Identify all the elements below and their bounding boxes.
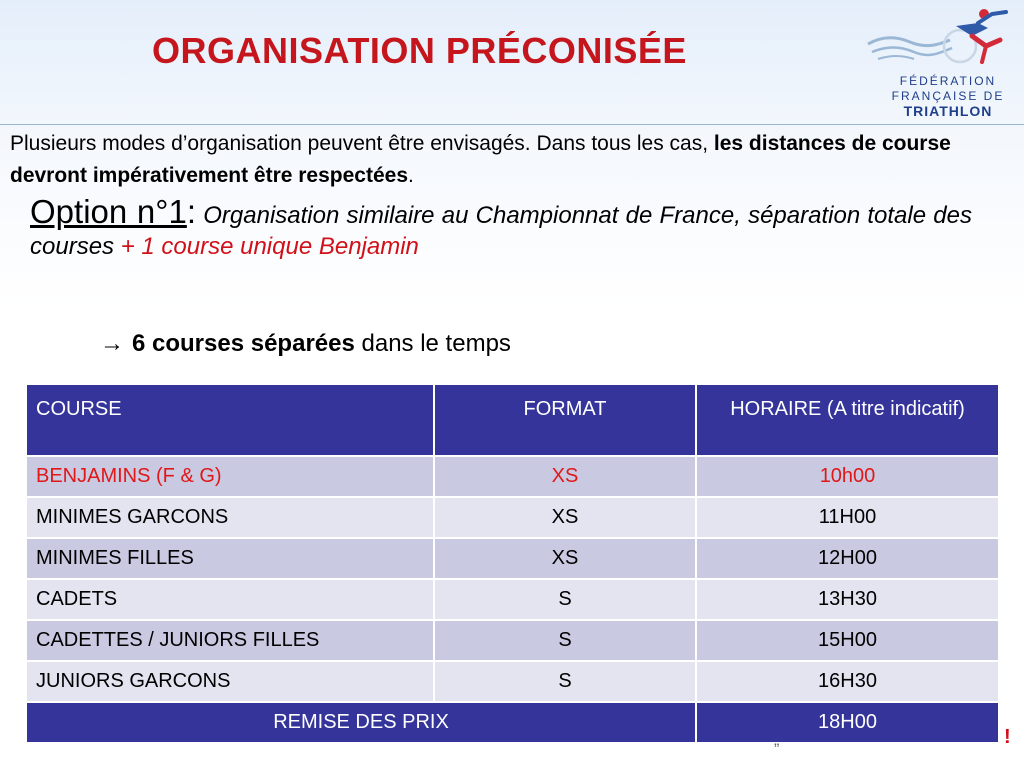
- table-cell-course: BENJAMINS (F & G): [26, 456, 434, 497]
- intro-paragraph: [10, 128, 1010, 192]
- table-cell-ceremony-time: 18H00: [696, 702, 999, 743]
- table-cell-horaire: 11H00: [696, 497, 999, 538]
- table-cell-format: S: [434, 579, 696, 620]
- result-line: [100, 330, 511, 358]
- partial-text-mark: „: [774, 732, 780, 749]
- table-row: [26, 661, 999, 702]
- table-cell-ceremony: REMISE DES PRIX: [26, 702, 696, 743]
- logo-line-3: TRIATHLON: [903, 103, 993, 119]
- table-cell-course: JUNIORS GARCONS: [26, 661, 434, 702]
- option-colon: :: [186, 193, 197, 230]
- table-cell-course: MINIMES GARCONS: [26, 497, 434, 538]
- page-title: ORGANISATION PRÉCONISÉE: [152, 30, 687, 71]
- ftri-logo: [860, 6, 1020, 122]
- table-cell-course: CADETS: [26, 579, 434, 620]
- table-cell-horaire: 12H00: [696, 538, 999, 579]
- title-divider: [0, 124, 1024, 125]
- table-row: [26, 579, 999, 620]
- option-paragraph: [30, 193, 972, 262]
- column-header-course: COURSE: [26, 384, 434, 456]
- table-cell-format: S: [434, 620, 696, 661]
- table-cell-format: S: [434, 661, 696, 702]
- triathlon-cyclist-icon: [860, 6, 1020, 78]
- intro-end: .: [408, 164, 414, 187]
- table-cell-format: XS: [434, 538, 696, 579]
- exclamation-mark: !: [1004, 726, 1011, 748]
- option-description: Organisation similaire au Championnat de France, séparation totale des courses: [30, 202, 972, 260]
- logo-line-1: FÉDÉRATION: [899, 74, 997, 88]
- intro-bold-text: les distances de course devront impérativement être respectées: [10, 132, 951, 187]
- option-label: Option n°1: [30, 193, 187, 230]
- table-header-row: [26, 384, 999, 456]
- table-cell-course: CADETTES / JUNIORS FILLES: [26, 620, 434, 661]
- result-bold: 6 courses séparées: [132, 330, 355, 357]
- table-cell-horaire: 16H30: [696, 661, 999, 702]
- column-header-format: FORMAT: [434, 384, 696, 456]
- table-cell-horaire: 13H30: [696, 579, 999, 620]
- table-cell-course: MINIMES FILLES: [26, 538, 434, 579]
- table-row: [26, 497, 999, 538]
- result-rest: dans le temps: [354, 330, 511, 357]
- option-highlight: + 1 course unique Benjamin: [120, 233, 419, 260]
- table-cell-horaire: 15H00: [696, 620, 999, 661]
- table-row: [26, 538, 999, 579]
- table-cell-format: XS: [434, 497, 696, 538]
- intro-text: Plusieurs modes d’organisation peuvent être envisagés. Dans tous les cas,: [10, 132, 714, 155]
- table-row: [26, 456, 999, 497]
- arrow-right-icon: →: [100, 330, 124, 357]
- table-row: [26, 620, 999, 661]
- schedule-table: [25, 383, 1000, 744]
- logo-line-2: FRANÇAISE DE: [891, 89, 1005, 103]
- table-cell-horaire: 10h00: [696, 456, 999, 497]
- table-footer-row: [26, 702, 999, 743]
- table-cell-format: XS: [434, 456, 696, 497]
- column-header-horaire: HORAIRE (A titre indicatif): [696, 384, 999, 456]
